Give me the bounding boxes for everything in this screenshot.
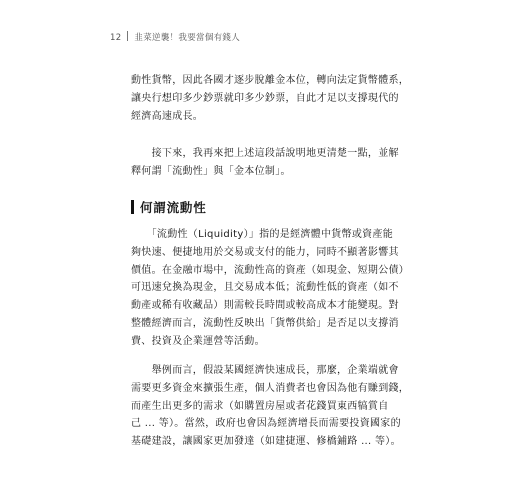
text-line: 價值。在金融市場中，流動性高的資產（如現金、短期公債） (131, 264, 410, 276)
text-line: 可迅速兌換為現金，且交易成本低；流動性低的資產（如不 (131, 282, 399, 294)
text-line: 動產或稀有收藏品）則需較長時間或較高成本才能變現。對 (131, 300, 399, 312)
text-line: 接下來，我再來把上述這段話說明地更清楚一點，並解 (131, 148, 399, 159)
text-line: 動性貨幣，因此各國才逐步脫離金本位，轉向法定貨幣體系， (131, 75, 410, 86)
text-line: 而產生出更多的需求（如購置房屋或者花錢買東西犒賞自 (131, 400, 389, 412)
paragraph-2 (131, 145, 399, 181)
text-line: 經濟高速成長。 (131, 110, 204, 122)
running-header (110, 31, 240, 43)
paragraph-4 (131, 362, 410, 451)
text-line: 費、投資及企業運營等活動。 (131, 335, 265, 347)
text-line: 舉例而言，假設某國經濟快速成長，那麼，企業端就會 (131, 365, 399, 376)
text-line: 釋何謂「流動性」與「金本位制」。 (131, 165, 291, 177)
text-line: 己 ... 等）。當然，政府也會因為經濟增長而需要投資國家的 (131, 418, 401, 430)
paragraph-1 (131, 72, 410, 125)
page-number: 12 (110, 33, 122, 43)
text-line: 「流動性（Liquidity）」指的是經濟體中貨幣或資產能 (131, 229, 394, 240)
text-line: 讓央行想印多少鈔票就印多少鈔票，自此才足以支撐現代的 (131, 92, 399, 104)
section-heading (131, 198, 207, 216)
section-heading-text: 何謂流動性 (140, 200, 207, 215)
book-title: 韭菜逆襲！我要當個有錢人 (134, 33, 241, 43)
text-line: 需要更多資金來擴張生產，個人消費者也會因為他有賺到錢， (131, 382, 410, 394)
text-line: 整體經濟而言，流動性反映出「貨幣供給」是否足以支撐消 (131, 317, 399, 329)
text-line: 基礎建設，讓國家更加發達（如建捷運、修橋鋪路 ... 等）。 (131, 436, 401, 448)
text-line: 夠快速、便捷地用於交易或支付的能力，同時不顯著影響其 (131, 246, 399, 258)
heading-bar (131, 200, 134, 214)
paragraph-3 (131, 226, 410, 351)
header-divider (127, 31, 128, 41)
